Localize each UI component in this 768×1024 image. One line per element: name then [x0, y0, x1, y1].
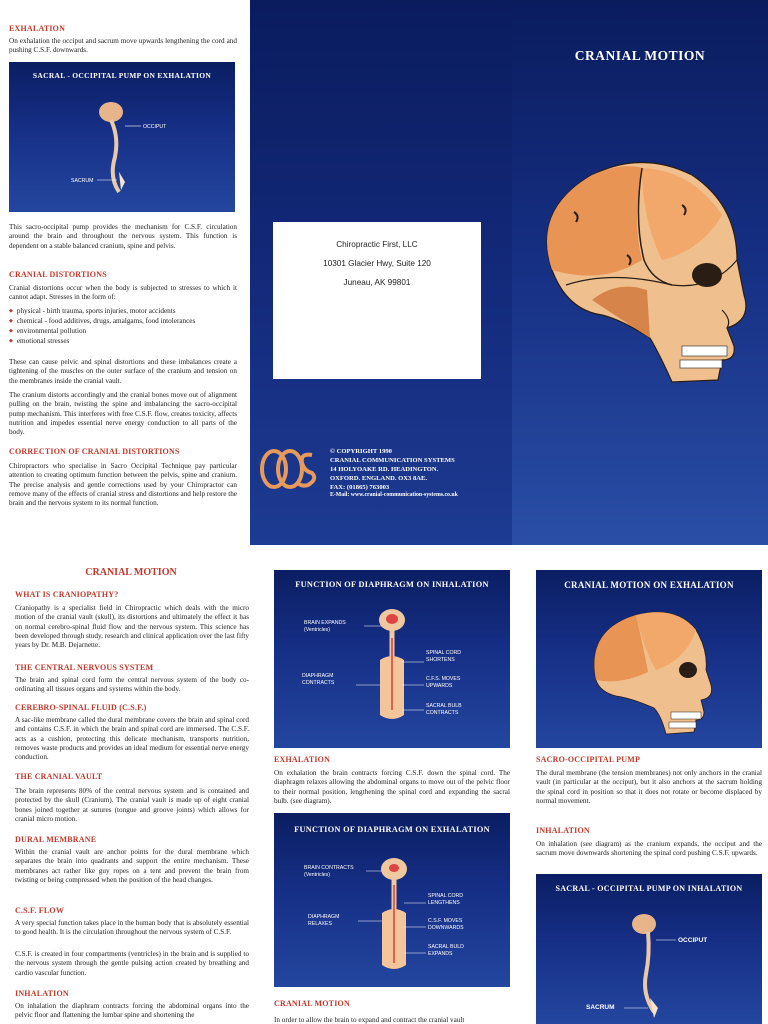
section-heading: DURAL MEMBRANE [15, 835, 97, 844]
inhalation-heading: INHALATION [536, 826, 590, 835]
box-title: CRANIAL MOTION ON EXHALATION [564, 580, 734, 590]
skull-illustration-icon [536, 570, 762, 748]
occiput-label: OCCIPUT [143, 124, 167, 130]
copyright-line: E-Mail: www.cranial-communication-systems.co.uk [330, 492, 458, 499]
inside-title: CRANIAL MOTION [85, 567, 177, 578]
address-line: 10301 Glacier Hwy, Suite 120 [323, 258, 431, 268]
diaphragm-inhalation-box [274, 570, 510, 748]
brain-label: BRAIN EXPANDS (Ventricles) [304, 620, 346, 633]
section-text: The brain represents 80% of the central nervous system and is contained and protected by the skull (Cranium). The cranial vault is made up of eight cranial bones joined together at sutures (tongue and groove joints) which allows for cranial micro motion. [15, 787, 249, 824]
skull-illustration-icon [522, 150, 762, 390]
sacral-label: SACRAL BULB CONTRACTS [426, 703, 462, 716]
distortions-intro: Cranial distortions occur when the body is subjected to stresses to which it cannot adapt. Stresses in the form of: [9, 284, 237, 302]
copyright-line: CRANIAL COMMUNICATION SYSTEMS [330, 457, 455, 465]
section-text: A sac-like membrane called the dural membrane covers the brain and spinal cord and contains C.S.F. in which the brain and spinal cord are immersed. The C.S.F. acts as a cushion, protecting this delicate mechanism, transports nutrition, removes waste products and provides an ideal medium for essential nerve energy conduction. [15, 716, 249, 762]
sacrum-label: SACRUM [586, 1004, 615, 1011]
top-middle-panel [250, 0, 512, 545]
copyright-block [330, 447, 510, 500]
sacro-heading: SACRO-OCCIPITAL PUMP [536, 755, 641, 764]
address-box [273, 222, 481, 379]
copyright-line: 14 HOLYOAKE RD. HEADINGTON. [330, 466, 439, 474]
csf-label: C.S.F. MOVES DOWNWARDS [428, 918, 464, 931]
ccs-logo [260, 447, 318, 491]
spine-diagram-icon [274, 570, 510, 748]
section-heading: C.S.F. FLOW [15, 906, 65, 915]
section-text: The brain and spinal cord form the central nervous system of the body co-ordinating all tissues organs and systems within the body. [15, 676, 249, 694]
distortions-p2: These can cause pelvic and spinal distortions and these imbalances create a tightening of the muscles on the outer surface of the cranium and tension on the membranes inside the cranial vault. [9, 358, 237, 385]
bottom-left-panel [0, 562, 262, 1024]
exhalation-text: On exhalation the occiput and sacrum move upwards lengthening the cord and pushing C.S.F. downwards. [9, 37, 237, 55]
distortions-p3: The cranium distorts accordingly and the cranial bones move out of alignment pulling on the brain, twisting the spine and imbalancing the sacro-occipital pump mechanism. This interferes with free C.S.F. flow, creates toxicity, affects nutrition and impedes essential nerve energy conduction to all parts of the body. [9, 391, 237, 437]
pump-exhalation-box [9, 62, 235, 212]
section-text: On inhalation the diaphram contracts forcing the abdominal organs into the pelvic floor and flattening the lumbar spine and shortening the [15, 1002, 249, 1020]
bottom-right-panel [524, 562, 768, 1024]
sacrum-label: SACRUM [71, 178, 94, 184]
csf-label: C.F.S. MOVES UPWARDS [426, 676, 461, 689]
pump-exhalation-title: SACRAL - OCCIPITAL PUMP ON EXHALATION [32, 71, 212, 80]
occiput-label: OCCIPUT [678, 937, 708, 944]
cord-label: SPINAL CORD SHORTENS [426, 650, 461, 663]
section-heading: THE CENTRAL NERVOUS SYSTEM [15, 663, 154, 672]
list-item: ◆ emotional stresses [9, 336, 237, 346]
box-title: FUNCTION OF DIAPHRAGM ON EXHALATION [294, 825, 490, 834]
sacral-label: SACRAL BULD EXPANDS [428, 944, 464, 957]
stress-list [9, 306, 237, 346]
exhalation-heading: EXHALATION [9, 24, 66, 33]
correction-heading: CORRECTION OF CRANIAL DISTORTIONS [9, 447, 180, 456]
cranial-exhalation-box [536, 570, 762, 748]
section-heading: WHAT IS CRANIOPATHY? [15, 590, 119, 599]
list-item: ◆ environmental pollution [9, 326, 237, 336]
sacro-text: The dural membrane (the tension membranes) not only anchors in the cranial vault (in particular at the occiput), but it also anchors at the sacrum holding the spinal cord in position so that it does not rotate or become displaced by normal movement. [536, 769, 762, 806]
diaphragm-exhalation-box [274, 813, 510, 987]
section-heading: INHALATION [15, 989, 69, 998]
copyright-line: © COPYRIGHT 1990 [330, 448, 392, 455]
copyright-line: FAX: (01865) 763003 [330, 484, 390, 492]
address-line: Juneau, AK 99801 [343, 277, 411, 287]
section-text: Craniopathy is a specialist field in Chiropractic which deals with the micro motion of the cranial vault (skull), its distortions and ultimately the effect it has on normal cerebro-spinal fluid flow and the nervous system. This science has been developed through study, research and clinical application over the last fifty years by Dr. M.B. Dejarnette. [15, 604, 249, 650]
diaphragm-label: DIAPHRAGM CONTRACTS [302, 673, 335, 686]
section-heading: CEREBRO-SPINAL FLUID (C.S.F.) [15, 703, 147, 712]
copyright-line: OXFORD. ENGLAND. OX3 8AE. [330, 475, 428, 483]
bottom-middle-panel [262, 562, 524, 1024]
top-left-panel [0, 0, 250, 540]
correction-text: Chiropractors who specialise in Sacro Occipital Technique pay particular attention to creating optimum function between the pelvis, spine and cranium. The precise analysis and gentle corrections used by your Chiropractor can remove many of the effects of cranial stress and distortions and help restore the brain and the nervous system to its normal function. [9, 462, 237, 508]
cover-title: CRANIAL MOTION [574, 48, 706, 63]
address-line: Chiropractic First, LLC [336, 240, 418, 249]
cranial-text: In order to allow the brain to expand and contract the cranial vault [274, 1016, 465, 1024]
diaphragm-label: DIAPHRAGM RELAXES [308, 914, 340, 927]
list-item: ◆ chemical - food additives, drugs, amalgams, food intolerances [9, 316, 237, 326]
section-text: C.S.F. is created in four compartments (ventricles) in the brain and is supplied to the nervous system through the gentle pulsing action created by breathing and cardio vascular function. [15, 950, 249, 977]
spine-diagram-icon [536, 874, 762, 1024]
list-item: ◆ physical - birth trauma, sports injuries, motor accidents [9, 306, 237, 316]
section-text: Within the cranial vault are anchor points for the dural membrane which separates the brain into quadrants and support the entire mechanism. These membranes act rather like guy ropes on a tent and prevent the brain from twisting or being compressed when the position of the head changes. [15, 848, 249, 885]
box-title: SACRAL - OCCIPITAL PUMP ON INHALATION [555, 884, 743, 893]
section-text: A very special function takes place in the human body that is absolutely essential to good health. It is the circulation throughout the nervous system of C.S.F. [15, 919, 249, 937]
exhalation-heading: EXHALATION [274, 755, 331, 764]
brain-label: BRAIN CONTRACTS (Ventricles) [304, 865, 354, 878]
exhalation-text: On exhalation the brain contracts forcing C.S.F. down the spinal cord. The diaphragm relaxes allowing the abdominal organs to move out of the pelvic floor to their normal position, lengthening the spinal cord and expanding the sacral bulb. (see diagram). [274, 769, 510, 806]
cord-label: SPINAL CORD LENGTHENS [428, 893, 463, 906]
inhalation-text: On inhalation (see diagram) as the cranium expands, the occiput and the sacrum move downwards shortening the spinal cord pushing C.S.F. upwards. [536, 840, 762, 858]
cranial-heading: CRANIAL MOTION [274, 999, 350, 1008]
pump-inhalation-box [536, 874, 762, 1024]
box-title: FUNCTION OF DIAPHRAGM ON INHALATION [295, 580, 489, 589]
top-right-panel [512, 0, 768, 545]
spine-diagram-icon [9, 62, 235, 212]
section-heading: THE CRANIAL VAULT [15, 772, 103, 781]
distortions-heading: CRANIAL DISTORTIONS [9, 270, 107, 279]
spine-diagram-icon [274, 813, 510, 987]
pump-text: This sacro-occipital pump provides the mechanism for C.S.F. circulation around the brain and throughout the nervous system. This function is dependent on a stable balanced cranium, spine and pelvis. [9, 223, 237, 250]
